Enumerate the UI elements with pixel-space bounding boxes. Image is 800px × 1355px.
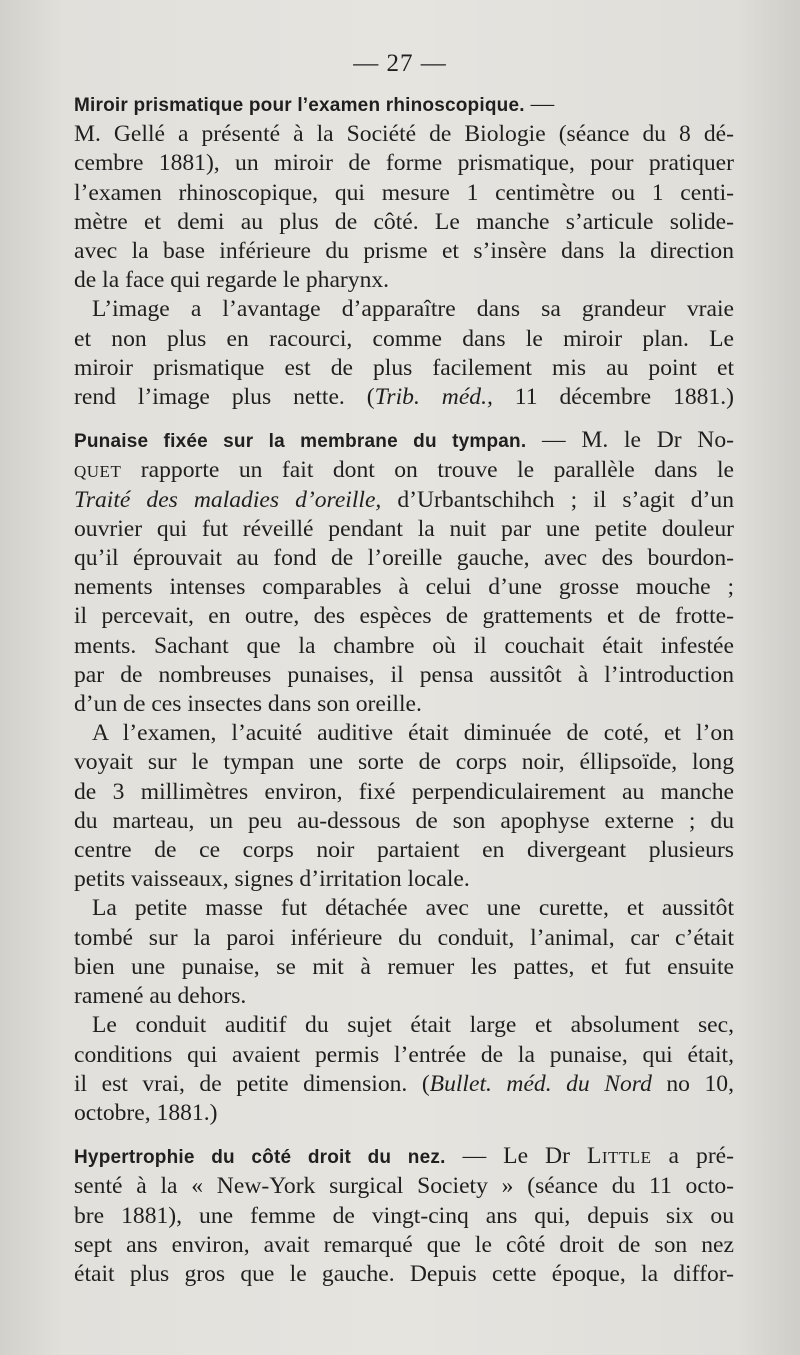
- text-line: petits vaisseaux, signes d’irritation locale.: [74, 866, 470, 893]
- section-heading: Miroir prismatique pour l’examen rhinoscopique.: [74, 95, 525, 116]
- text-line: qu’il éprouvait au fond de l’oreille gauche, avec des bourdon-: [74, 545, 734, 572]
- section-heading: Hypertrophie du côté droit du nez.: [74, 1147, 446, 1169]
- text-line: il percevait, en outre, des espèces de grattements et de frotte-: [74, 603, 734, 630]
- section-miroir: Miroir prismatique pour l’examen rhinoscopique. — M. Gellé a présenté à la Société de Biologie (séance du 8 dé- cembre 1881), un miroir de forme prismatique, pour pratiquer l’examen rhinoscopique, qui mesure 1 centimètre ou 1 centi- mètre et demi au plus de côté. Le manche s’articule solide- avec la base inférieure du prisme et s’insère dans la direction de la face qui regarde le pharynx. L’image a l’avantage d’apparaître dans sa grandeur vraie et non plus en racourci, comme dans le miroir plan. Le miroir prismatique est de plus facilement mis au point et rend l’image plus nette. (Trib. méd., 11 décembre 1881.): [74, 90, 734, 412]
- text-line: sept ans environ, avait remarqué que le côté droit de son nez: [74, 1231, 734, 1258]
- section-punaise: Punaise fixée sur la membrane du tympan. — M. le Dr No- quet rapporte un fait dont on trouve le parallèle dans le Traité des maladies d’oreille, d’Urbantschihch ; il s’agit d’un ouvrier qui fut réveillé pendant la nuit par une petite douleur qu’il éprouvait au fond de l’oreille gauche, avec des bourdon- nements intenses comparables à celui d’une grosse mouche ; il percevait, en outre, des espèces de grattements et de frotte- ments. Sachant que la chambre où il couchait était infestée par de nombreuses punaises, il pensa aussitôt à l’introduction d’un de ces insectes dans son oreille. A l’examen, l’acuité auditive était diminuée de coté, et l’on voyait sur le tympan une sorte de corps noir, éllipsoïde, long de 3 millimètres environ, fixé perpendiculairement au manche du marteau, un peu au-dessous de son apophyse externe ; du centre de ce corps noir partaient en divergeant plusieurs petits vaisseaux, signes d’irritation locale. La petite masse fut détachée avec une curette, et aussitôt tombé sur la paroi inférieure du conduit, l’animal, car c’était bien une punaise, se mit à remuer les pattes, et fut ensuite ramené au dehors. Le conduit auditif du sujet était large et absolument sec, conditions qui avaient permis l’entrée de la punaise, qui était, il est vrai, de petite dimension. (Bullet. méd. du Nord no 10, octobre, 1881.): [74, 426, 734, 1128]
- text-line: M. Gellé a présenté à la Société de Biologie (séance du 8 dé-: [74, 121, 734, 148]
- text-line: Traité des maladies d’oreille, d’Urbantschihch ; il s’agit d’un: [74, 486, 734, 513]
- text-line: miroir prismatique est de plus facilement mis au point et: [74, 354, 734, 381]
- text-line: du marteau, un peu au-dessous de son apophyse externe ; du: [74, 807, 734, 834]
- text-line: était plus gros que le gauche. Depuis cette époque, la diffor-: [74, 1260, 734, 1287]
- text-line: ouvrier qui fut réveillé pendant la nuit par une petite douleur: [74, 515, 734, 542]
- text-line: l’examen rhinoscopique, qui mesure 1 centimètre ou 1 centi-: [74, 179, 734, 206]
- text-line: et non plus en racourci, comme dans le miroir plan. Le: [74, 325, 734, 352]
- text-line: conditions qui avaient permis l’entrée de la punaise, qui était,: [74, 1041, 734, 1068]
- text-line: de la face qui regarde le pharynx.: [74, 267, 390, 294]
- text-line: ramené au dehors.: [74, 983, 247, 1010]
- text-line: il est vrai, de petite dimension. (Bullet. méd. du Nord no 10,: [74, 1070, 734, 1097]
- text-line: d’un de ces insectes dans son oreille.: [74, 691, 422, 718]
- text-line: Le conduit auditif du sujet était large et absolument sec,: [92, 1012, 734, 1039]
- text-line: L’image a l’avantage d’apparaître dans sa grandeur vraie: [92, 296, 734, 323]
- text-line: cembre 1881), un miroir de forme prismatique, pour pratiquer: [74, 150, 734, 177]
- citation: Trib. méd.,: [374, 384, 493, 411]
- page-number: — 27 —: [353, 50, 447, 77]
- text-line: avec la base inférieure du prisme et s’insère dans la direction: [74, 238, 734, 265]
- section-hypertrophie: Hypertrophie du côté droit du nez. — Le Dr Little a pré- senté à la « New-York surgical Society » (séance du 11 octo- bre 1881), une femme de vingt-cinq ans qui, depuis six ou sept ans environ, avait remarqué que le côté droit de son nez était plus gros que le gauche. Depuis cette époque, la diffor-: [74, 1142, 734, 1289]
- text-line: par de nombreuses punaises, il pensa aussitôt à l’introduction: [74, 661, 734, 688]
- text-line: rend l’image plus nette. (Trib. méd., 11 décembre 1881.): [74, 384, 735, 411]
- citation: Traité des maladies d’oreille,: [74, 486, 382, 513]
- text-line: bien une punaise, se mit à remuer les pattes, et fut ensuite: [74, 953, 734, 980]
- text-line: senté à la « New-York surgical Society » (séance du 11 octo-: [74, 1173, 734, 1200]
- text-line: A l’examen, l’acuité auditive était diminuée de coté, et l’on: [92, 720, 734, 747]
- text-line: bre 1881), une femme de vingt-cinq ans qui, depuis six ou: [74, 1202, 734, 1229]
- text-column: [74, 90, 734, 1289]
- text-line: voyait sur le tympan une sorte de corps noir, éllipsoïde, long: [74, 749, 734, 776]
- text-line: centre de ce corps noir partaient en divergeant plusieurs: [74, 837, 734, 864]
- text-line: tombé sur la paroi inférieure du conduit, l’animal, car c’était: [74, 924, 734, 951]
- text-line: octobre, 1881.): [74, 1099, 218, 1126]
- text-line: nements intenses comparables à celui d’une grosse mouche ;: [74, 574, 734, 601]
- text-line: ments. Sachant que la chambre où il couchait était infestée: [74, 632, 734, 659]
- text-line: de 3 millimètres environ, fixé perpendiculairement au manche: [74, 778, 734, 805]
- text-line: mètre et demi au plus de côté. Le manche s’articule solide-: [74, 208, 734, 235]
- text-line: quet rapporte un fait dont on trouve le parallèle dans le: [74, 457, 734, 484]
- citation: Bullet. méd. du Nord: [429, 1070, 652, 1097]
- section-heading: Punaise fixée sur la membrane du tympan.: [74, 431, 527, 453]
- text-line: La petite masse fut détachée avec une curette, et aussitôt: [92, 895, 734, 922]
